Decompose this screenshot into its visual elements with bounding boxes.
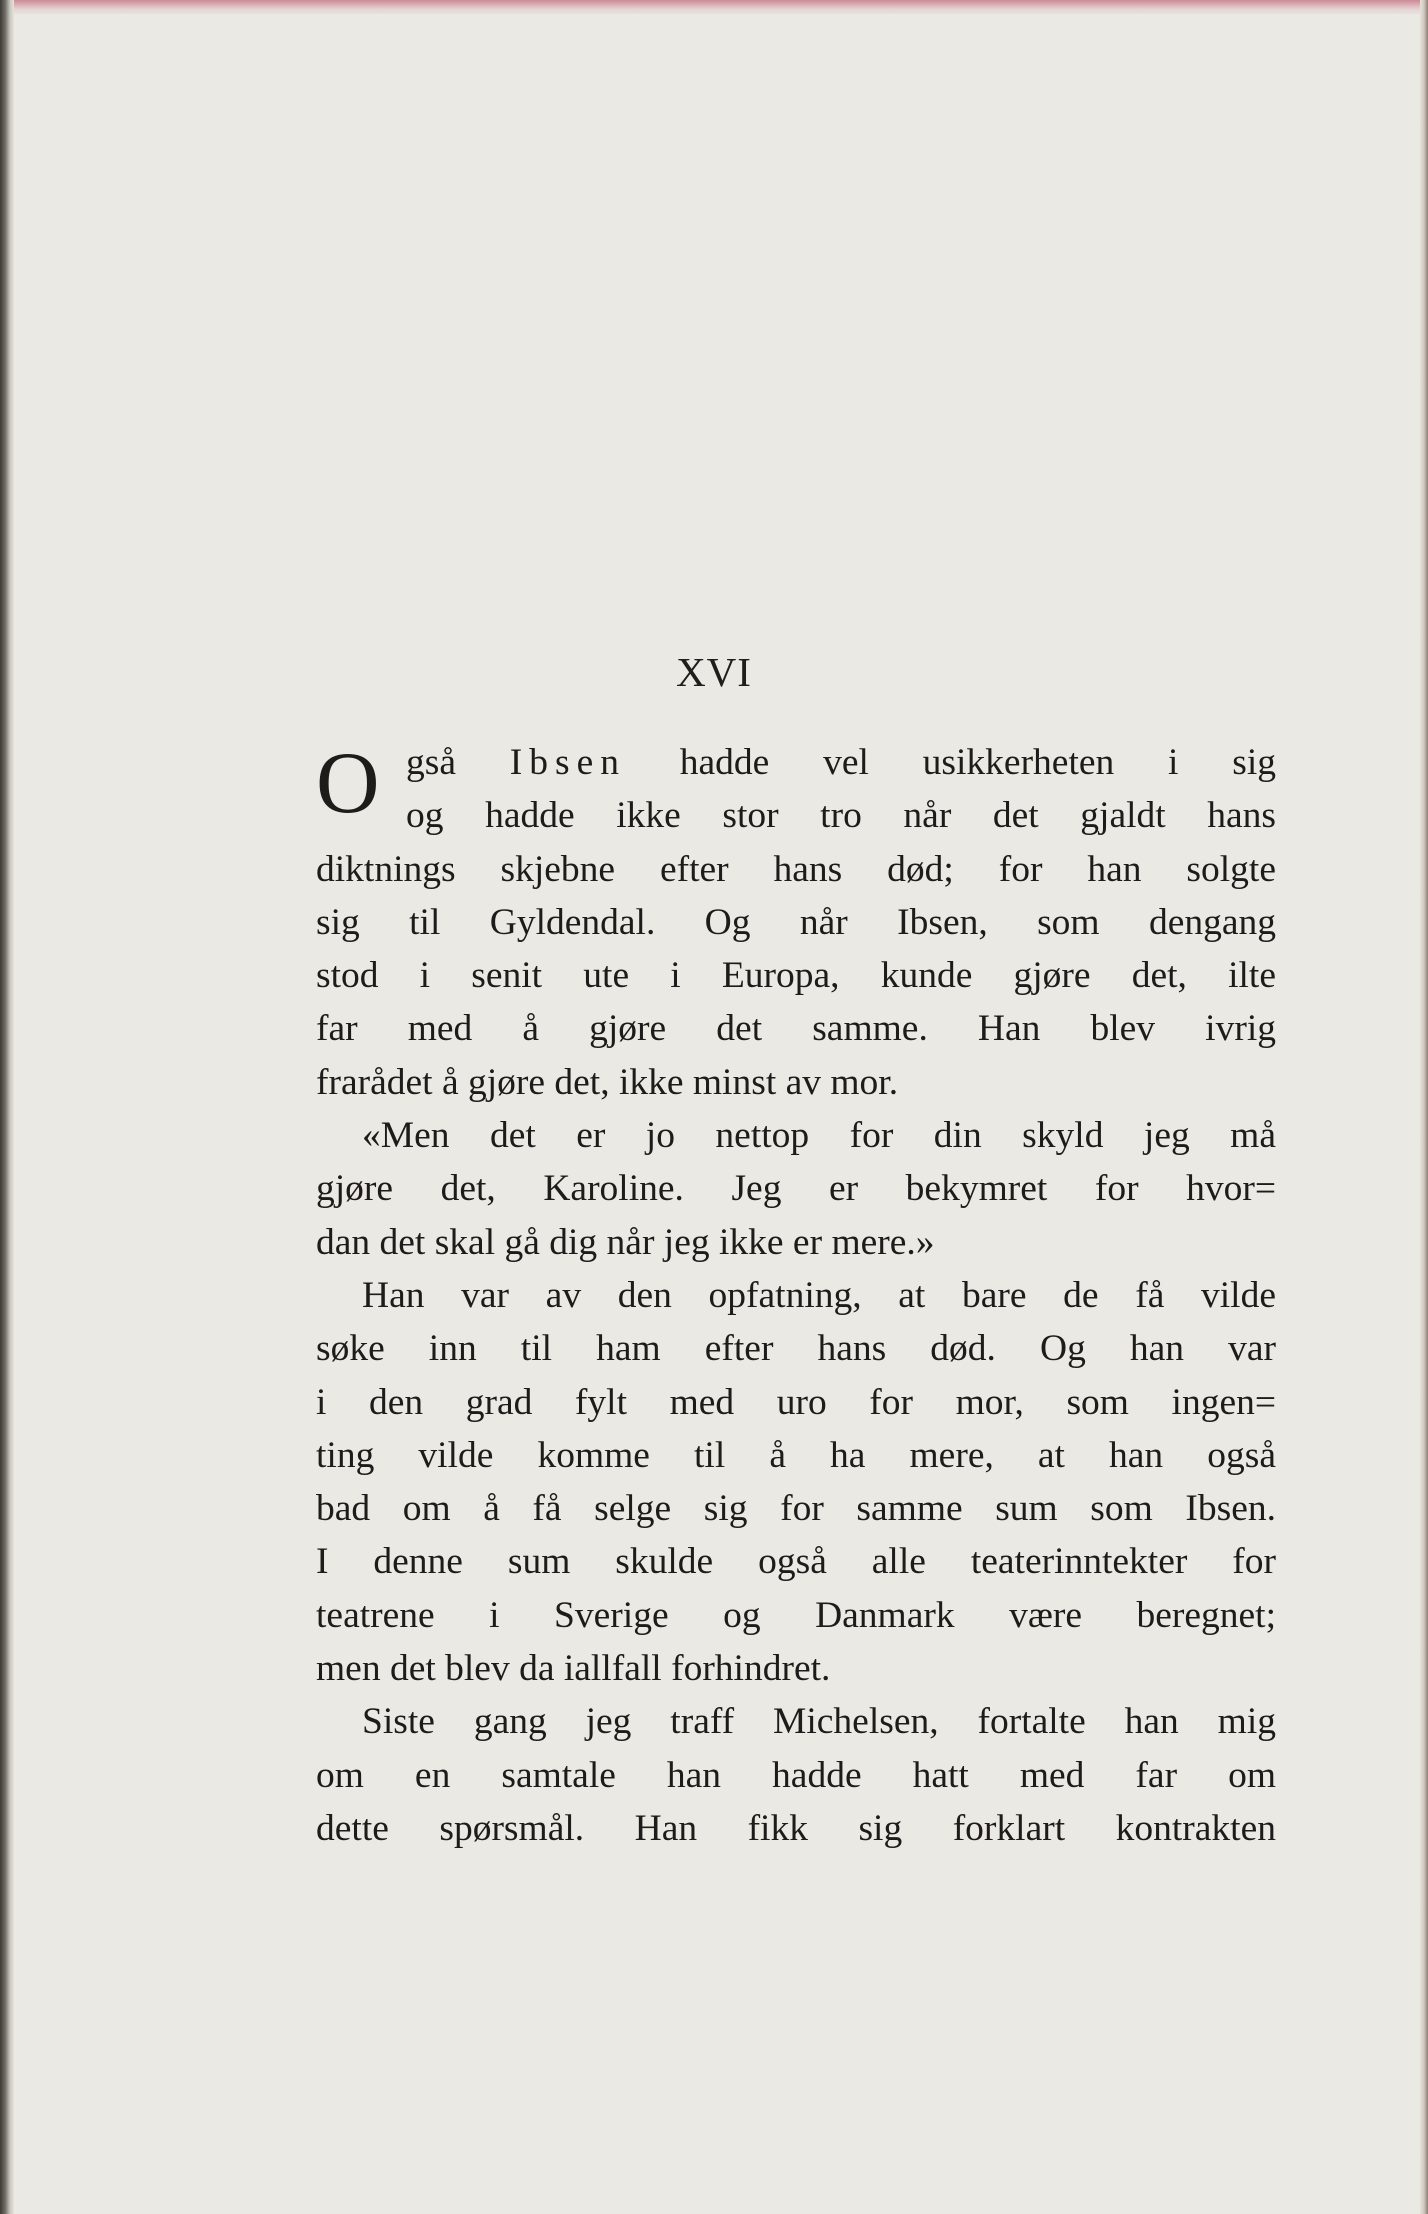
text-line: sig til Gyldendal. Og når Ibsen, som dengang <box>316 901 1276 943</box>
text-line: men det blev da iallfall forhindret. <box>316 1648 831 1690</box>
text-line: dan det skal gå dig når jeg ikke er mere.» <box>316 1221 935 1263</box>
text-line: dette spørsmål. Han fikk sig forklart kontrakten <box>316 1807 1276 1849</box>
text-line: frarådet å gjøre det, ikke minst av mor. <box>316 1061 899 1103</box>
chapter-numeral: XVI <box>676 649 752 695</box>
text-line: I denne sum skulde også alle teaterinntekter for <box>316 1541 1276 1583</box>
drop-cap: O <box>316 735 380 832</box>
text-line: om en samtale han hadde hatt med far om <box>316 1754 1276 1796</box>
text-line: søke inn til ham efter hans død. Og han var <box>316 1328 1276 1370</box>
spaced-name: Ibsen <box>509 742 626 783</box>
text-line: «Men det er jo nettop for din skyld jeg må <box>362 1115 1276 1157</box>
scan-edge-left <box>0 0 14 2214</box>
text-line: Han var av den opfatning, at bare de få vilde <box>362 1274 1276 1316</box>
text-line: bad om å få selge sig for samme sum som Ibsen. <box>316 1488 1276 1530</box>
text-line: diktnings skjebne efter hans død; for han solgte <box>316 848 1276 890</box>
text-line: gså Ibsen hadde vel usikkerheten i sig <box>406 742 1276 783</box>
text-line: Siste gang jeg traff Michelsen, fortalte han mig <box>362 1701 1276 1743</box>
text-line: far med å gjøre det samme. Han blev ivrig <box>316 1008 1276 1050</box>
text-line: stod i senit ute i Europa, kunde gjøre det, ilte <box>316 955 1276 997</box>
body-text <box>316 736 1276 1855</box>
text-line: gjøre det, Karoline. Jeg er bekymret for hvor= <box>316 1168 1276 1210</box>
scan-edge-top <box>0 0 1428 14</box>
text-line: ting vilde komme til å ha mere, at han også <box>316 1434 1276 1476</box>
text-line: i den grad fylt med uro for mor, som ingen= <box>316 1381 1276 1423</box>
text-line: og hadde ikke stor tro når det gjaldt hans <box>406 795 1276 837</box>
scan-edge-right <box>1420 0 1428 2214</box>
text-line: teatrene i Sverige og Danmark være beregnet; <box>316 1594 1276 1636</box>
